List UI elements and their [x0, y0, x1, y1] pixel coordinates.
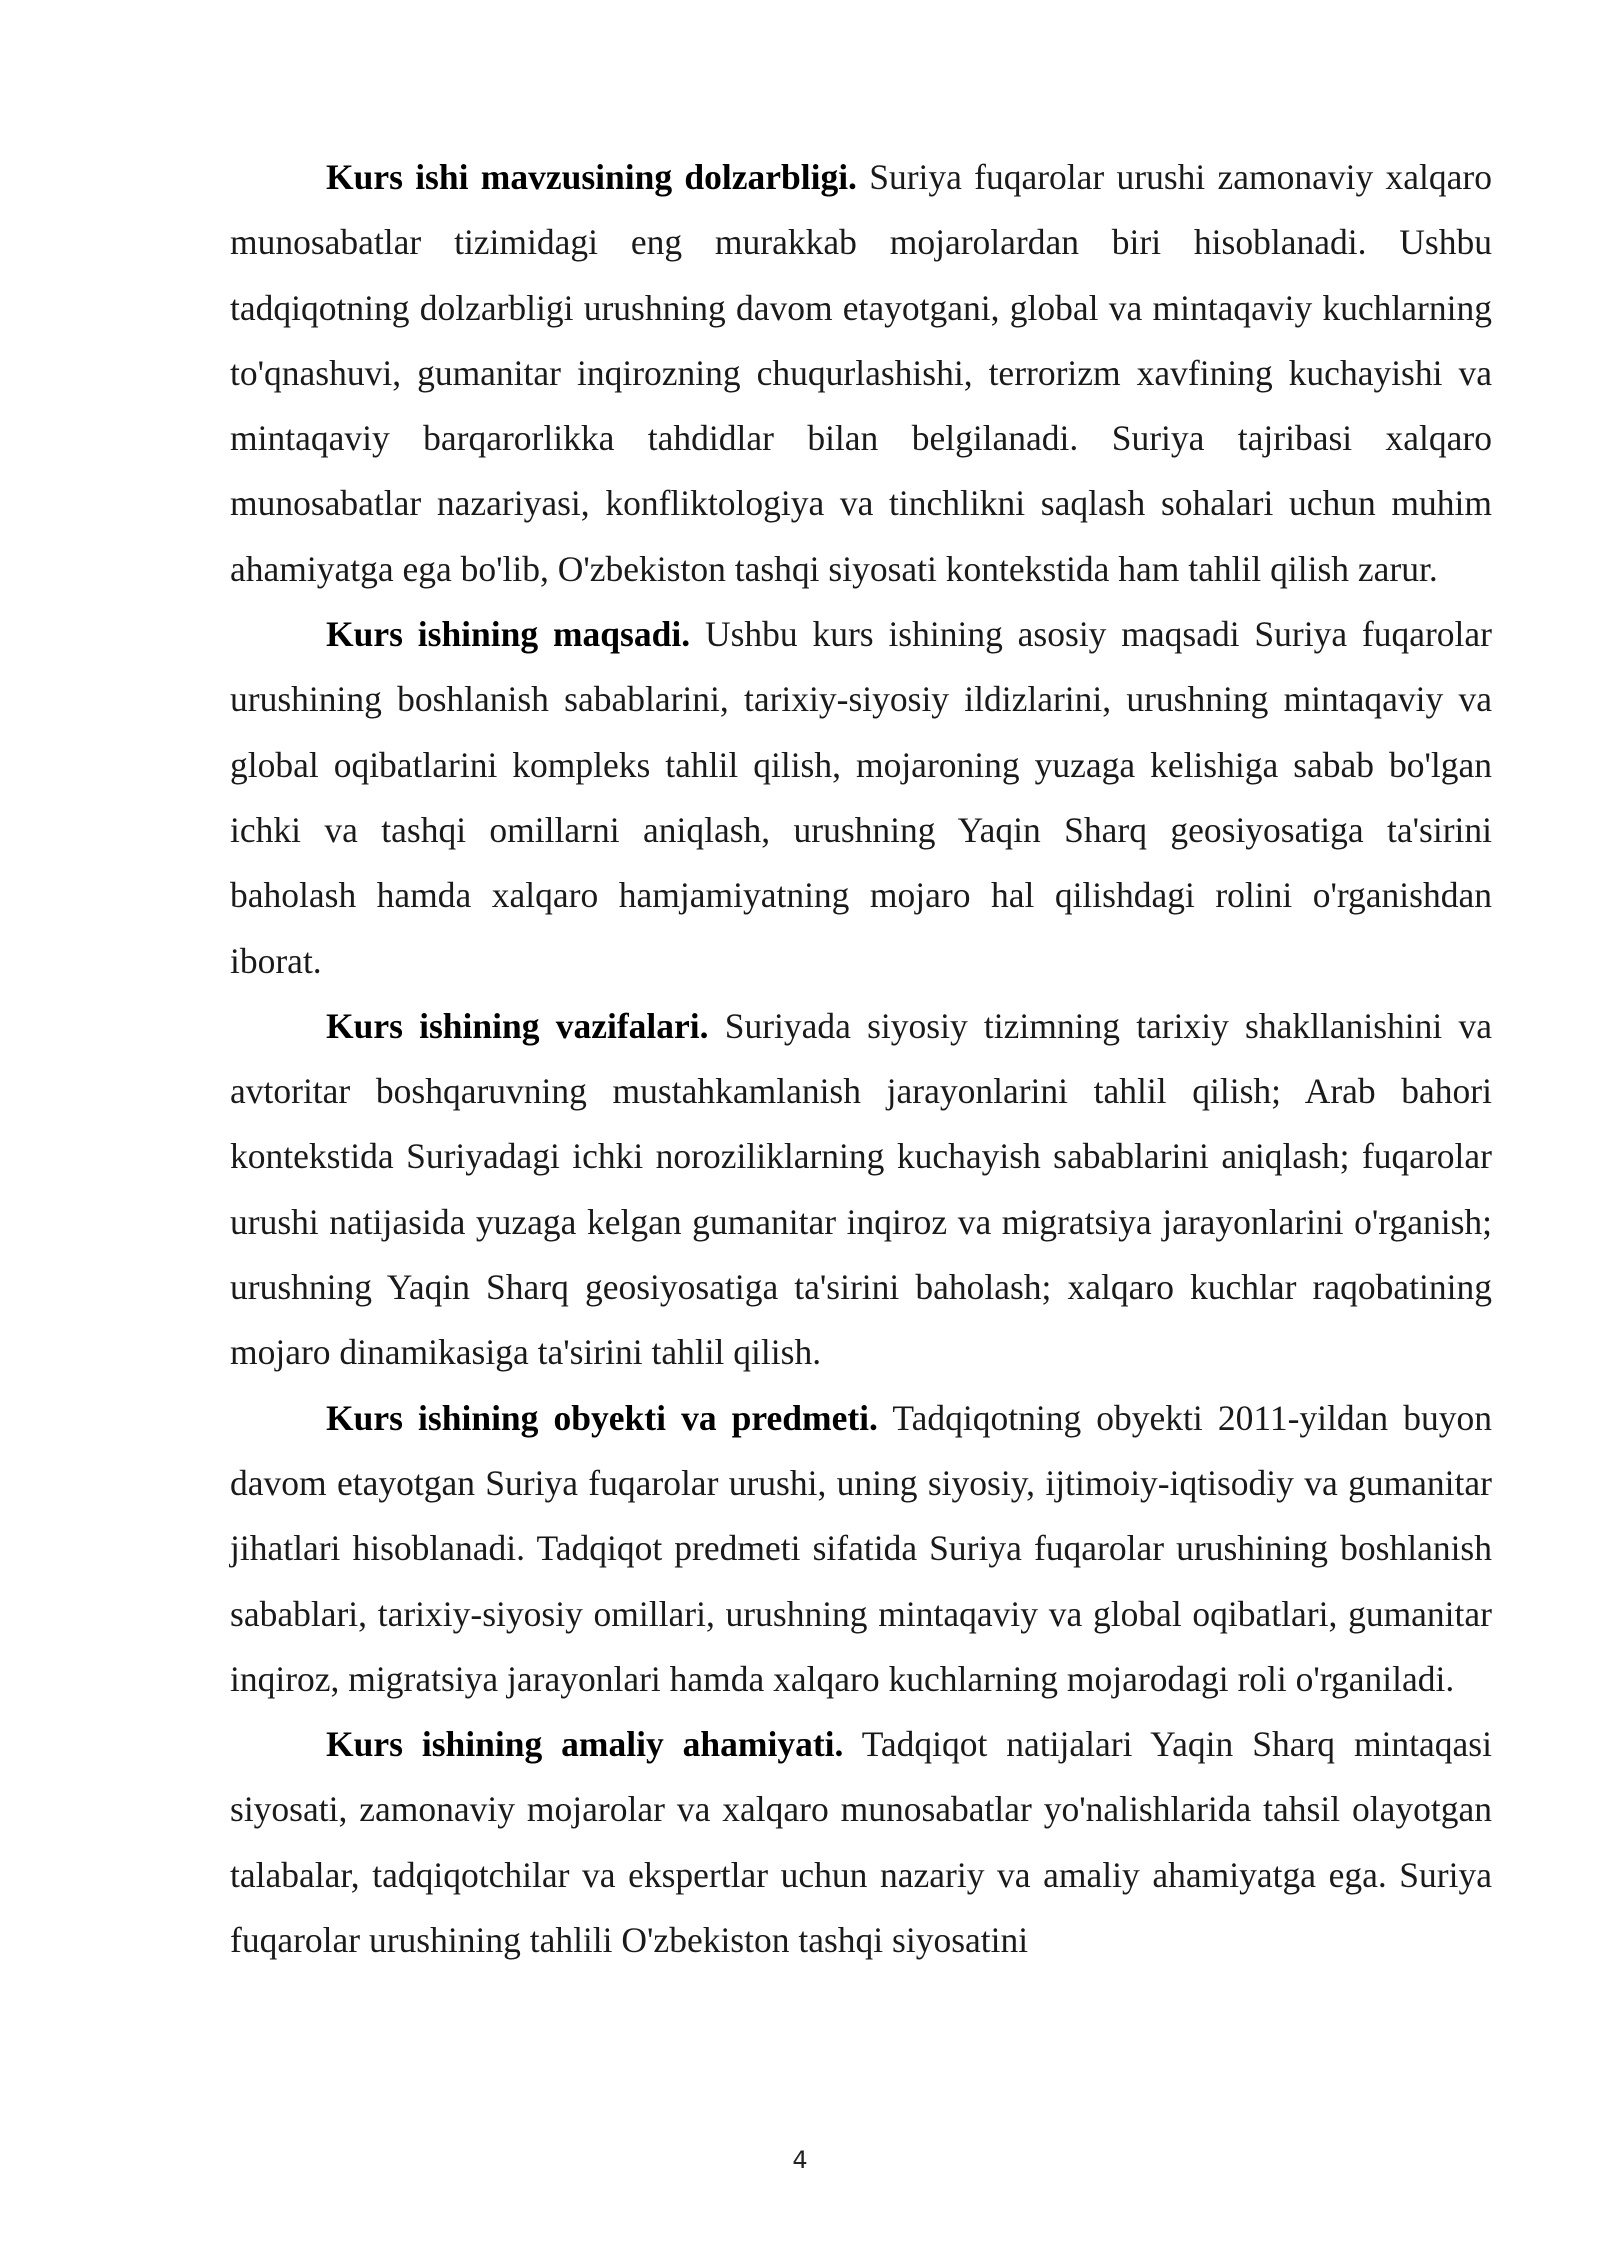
paragraph-heading-relevance: Kurs ishi mavzusining dolzarbligi.	[326, 157, 857, 197]
paragraph-practical-significance	[230, 1712, 1492, 1973]
page-number: 4	[792, 2146, 808, 2174]
paragraph-heading-object-subject: Kurs ishining obyekti va predmeti.	[326, 1397, 878, 1438]
paragraph-text-practical-significance: Tadqiqot natijalari Yaqin Sharq mintaqasi siyosati, zamonaviy mojarolar va xalqaro munosabatlar yo'nalishlarida tahsil olayotgan talabalar, tadqiqotchilar va ekspertlar uchun nazariy va amaliy ahamiyatga ega. Suriya fuqarolar urushining tahlili O'zbekiston tashqi siyosatini	[230, 1724, 1492, 1961]
paragraph-object-subject	[230, 1386, 1492, 1712]
paragraph-heading-tasks: Kurs ishining vazifalari.	[326, 1005, 709, 1046]
paragraph-text-tasks: Suriyada siyosiy tizimning tarixiy shakllanishini va avtoritar boshqaruvning mustahkamlanish jarayonlarini tahlil qilish; Arab bahori kontekstida Suriyadagi ichki noroziliklarning kuchayish sabablarini aniqlash; fuqarolar urushi natijasida yuzaga kelgan gumanitar inqiroz va migratsiya jarayonlarini o'rganish; urushning Yaqin Sharq geosiyosatiga ta'sirini baholash; xalqaro kuchlar raqobatining mojaro dinamikasiga ta'sirini tahlil qilish.	[230, 1005, 1492, 1373]
page-body	[230, 145, 1492, 1973]
paragraph-relevance	[230, 145, 1492, 602]
paragraph-goal	[230, 602, 1492, 994]
paragraph-text-object-subject: Tadqiqotning obyekti 2011-yildan buyon davom etayotgan Suriya fuqarolar urushi, uning siyosiy, ijtimoiy-iqtisodiy va gumanitar jihatlari hisoblanadi. Tadqiqot predmeti sifatida Suriya fuqarolar urushining boshlanish sabablari, tarixiy-siyosiy omillari, urushning mintaqaviy va global oqibatlari, gumanitar inqiroz, migratsiya jarayonlari hamda xalqaro kuchlarning mojarodagi roli o'rganiladi.	[230, 1397, 1492, 1699]
paragraph-tasks	[230, 994, 1492, 1386]
paragraph-heading-practical-significance: Kurs ishining amaliy ahamiyati.	[326, 1724, 844, 1765]
paragraph-text-relevance: Suriya fuqarolar urushi zamonaviy xalqaro munosabatlar tizimidagi eng murakkab mojarolardan biri hisoblanadi. Ushbu tadqiqotning dolzarbligi urushning davom etayotgani, global va mintaqaviy kuchlarning to'qnashuvi, gumanitar inqirozning chuqurlashishi, terrorizm xavfining kuchayishi va mintaqaviy barqarorlikka tahdidlar bilan belgilanadi. Suriya tajribasi xalqaro munosabatlar nazariyasi, konfliktologiya va tinchlikni saqlash sohalari uchun muhim ahamiyatga ega bo'lib, O'zbekiston tashqi siyosati kontekstida ham tahlil qilish zarur.	[230, 157, 1492, 589]
paragraph-text-goal: Ushbu kurs ishining asosiy maqsadi Suriya fuqarolar urushining boshlanish sabablarini, tarixiy-siyosiy ildizlarini, urushning mintaqaviy va global oqibatlarini kompleks tahlil qilish, mojaroning yuzaga kelishiga sabab bo'lgan ichki va tashqi omillarni aniqlash, urushning Yaqin Sharq geosiyosatiga ta'sirini baholash hamda xalqaro hamjamiyatning mojaro hal qilishdagi rolini o'rganishdan iborat.	[230, 614, 1493, 981]
paragraph-heading-goal: Kurs ishining maqsadi.	[326, 614, 691, 655]
